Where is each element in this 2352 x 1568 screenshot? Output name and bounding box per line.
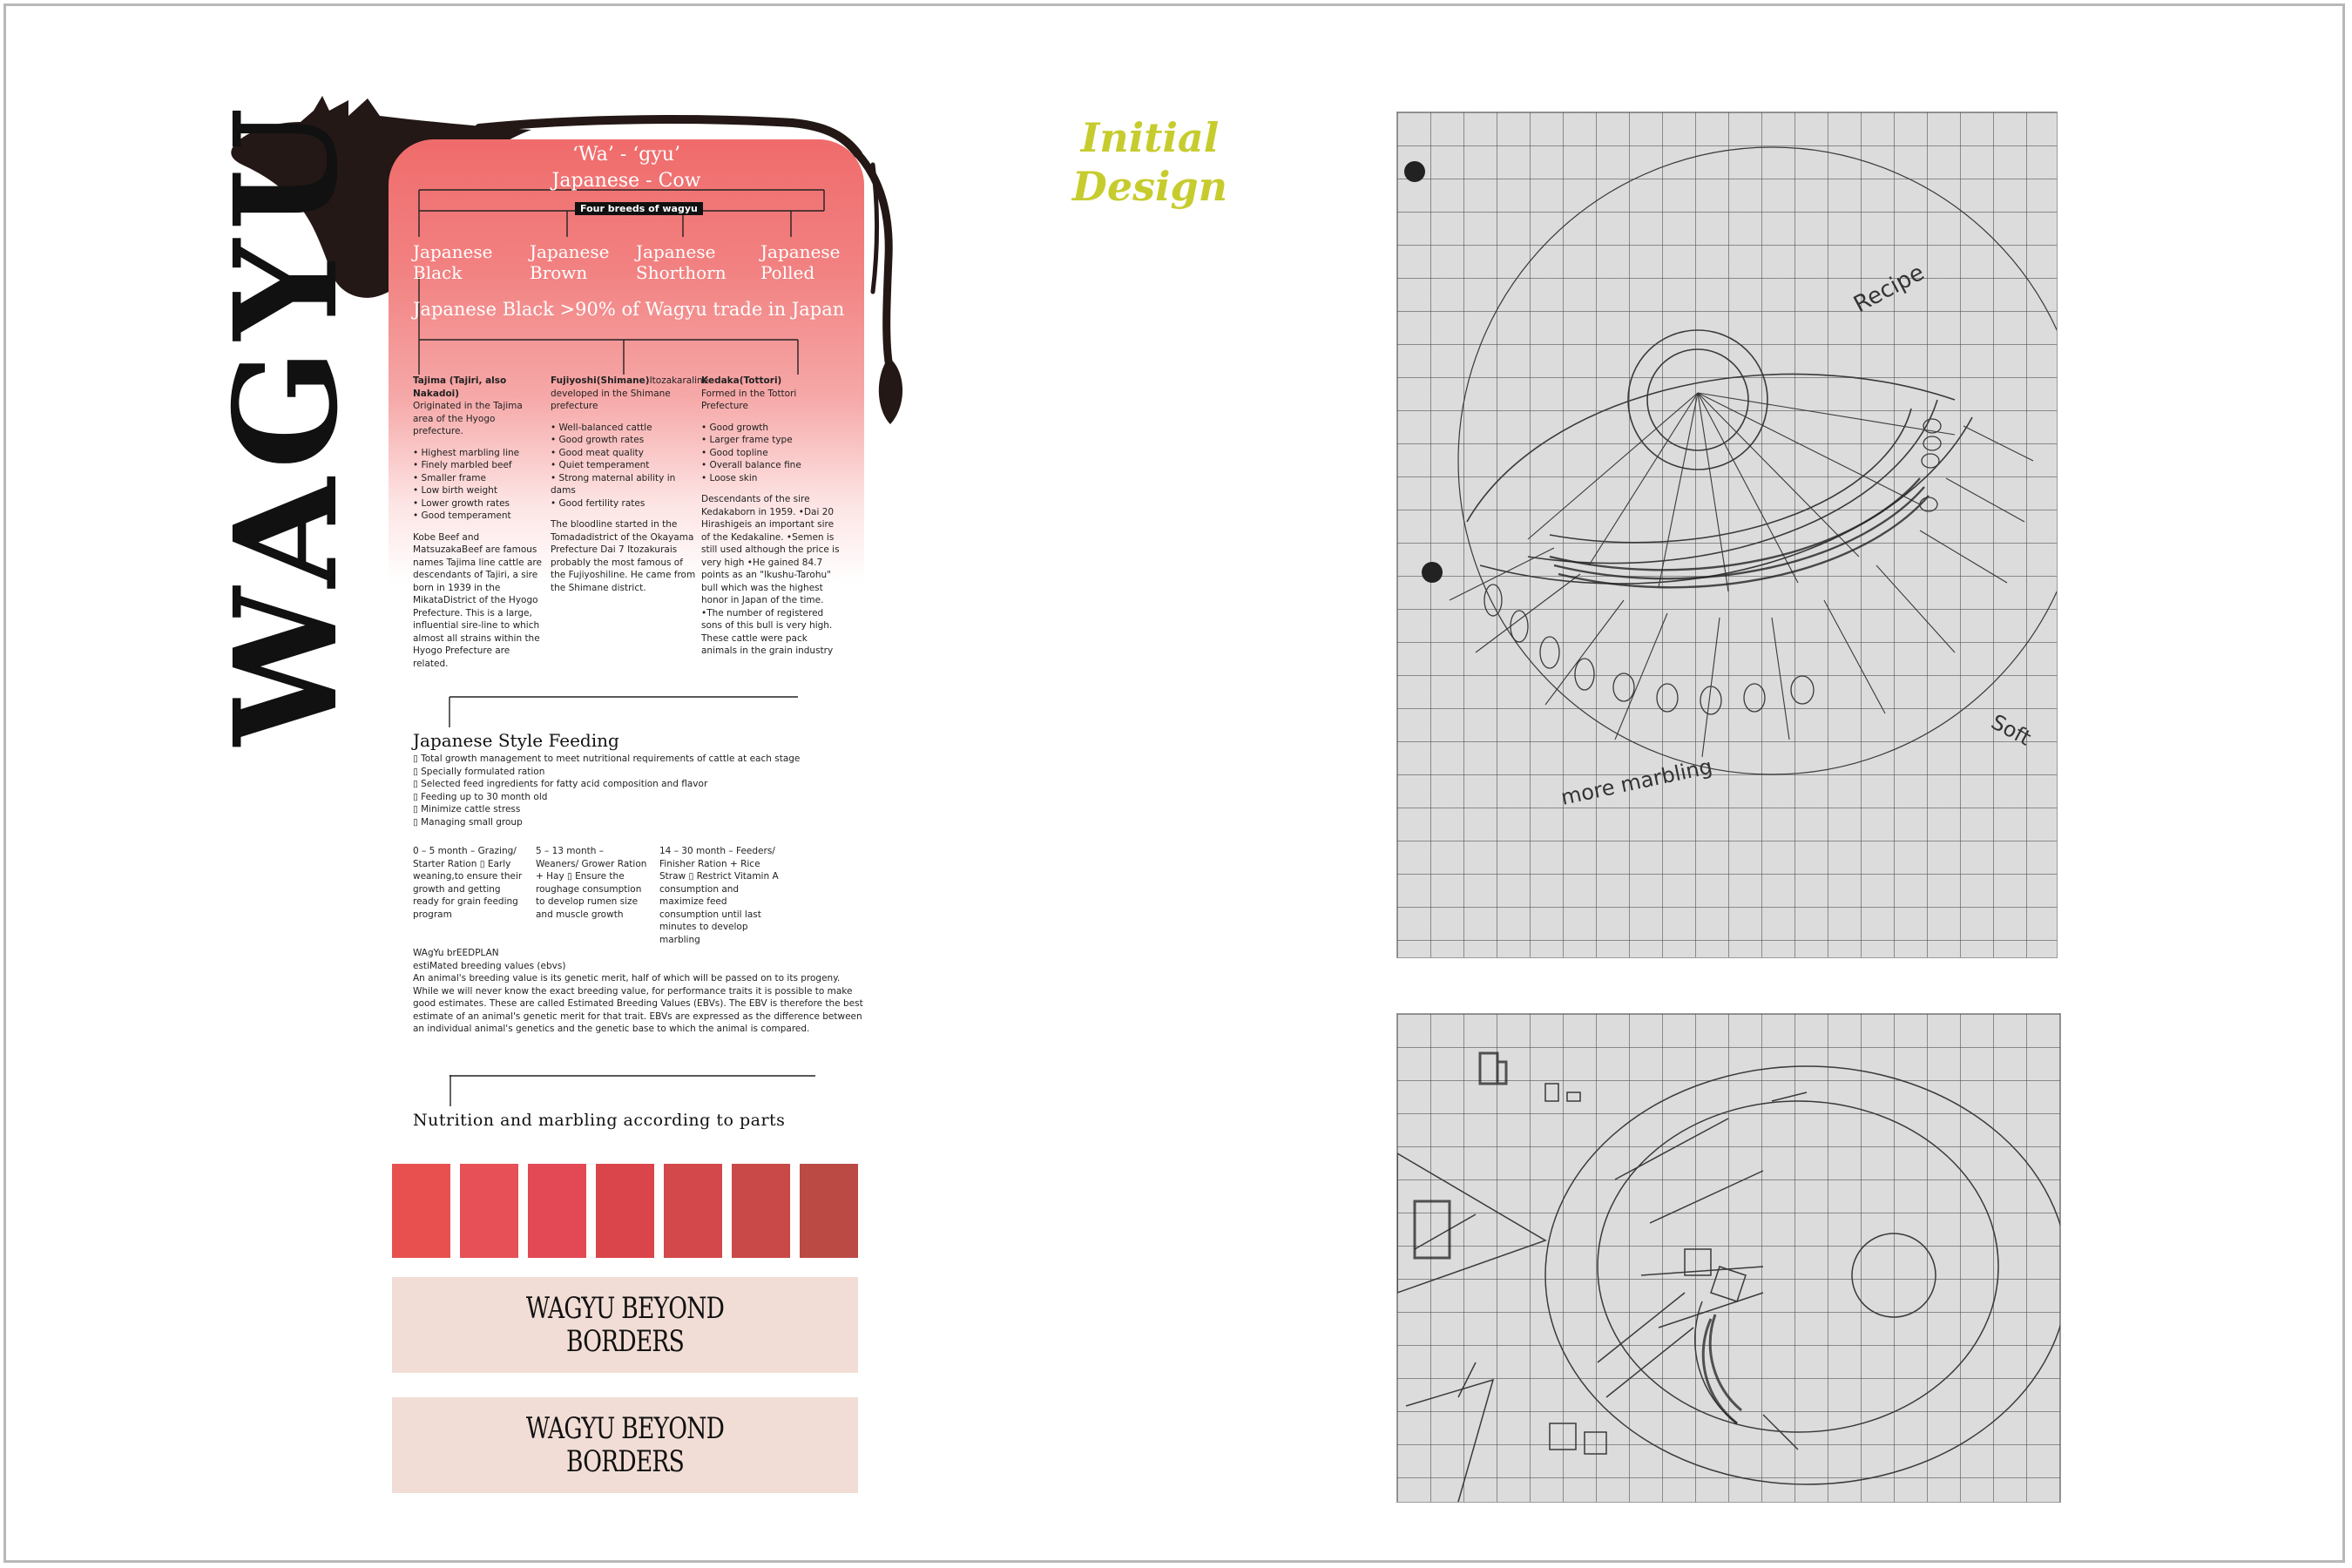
bloodline-fujiyoshi — [551, 375, 709, 594]
trait-item: • Lower growth rates — [413, 497, 510, 509]
bloodline-details: Descendants of the sire Kedakaborn in 1959. •Dai 20 Hirashigeis an important sire of the Kedakaline. •Semen is still used although the price is very high •He gained 84.7 points as an "Ikushu-Tarohu" bull which was the highest honor in Japan of the time. •The number of registered sons of this bull is very high. These cattle were pack animals in the grain industry — [701, 494, 840, 656]
trait-item: • Finely marbled beef — [413, 460, 512, 470]
bloodline-kedaka — [701, 375, 841, 658]
vertical-title: WAGYU — [204, 98, 369, 746]
trait-item: • Smaller frame — [413, 472, 486, 483]
trait-item: • Highest marbling line — [413, 447, 520, 458]
sketch-label-recipe: Recipe — [1849, 259, 1930, 319]
trait-item: • Low birth weight — [413, 485, 497, 496]
bloodline-intro: Itozakaraline developed in the Shimane prefecture — [551, 375, 709, 411]
etymology-line-1: ‘Wa’ - ‘gyu’ — [572, 144, 680, 166]
feeding-item: ▯ Specially formulated ration — [413, 766, 545, 777]
trait-item: • Well-balanced cattle — [551, 422, 652, 433]
trait-item: • Loose skin — [701, 472, 758, 483]
trait-item: • Good temperament — [413, 510, 511, 521]
breedplan-title: WAgYu brEEDPLAN — [413, 948, 499, 958]
japanese-black-note: Japanese Black >90% of Wagyu trade in Japan — [413, 299, 845, 320]
bloodline-intro: Formed in the Tottori Prefecture — [701, 388, 797, 411]
color-swatch — [392, 1164, 450, 1258]
trait-item: • Quiet temperament — [551, 460, 650, 470]
binder-hole-icon — [1422, 562, 1443, 583]
color-swatch — [460, 1164, 518, 1258]
sketch-photo-1 — [1396, 112, 2058, 958]
bloodline-tajima — [413, 375, 544, 670]
trait-item: • Good meat quality — [551, 447, 645, 458]
etymology-line-2: Japanese - Cow — [551, 170, 701, 192]
trait-item: • Good fertility rates — [551, 497, 645, 509]
sketch-photo-2 — [1396, 1013, 2061, 1503]
binder-hole-icon — [1404, 161, 1425, 182]
breed-japanese-black: Japanese Black — [413, 241, 493, 283]
logo-text-line-2: BORDERS — [566, 1324, 684, 1359]
breed-japanese-brown: Japanese Brown — [530, 241, 610, 283]
nutrition-divider — [449, 1075, 815, 1106]
color-swatch — [596, 1164, 654, 1258]
bloodline-title: Fujiyoshi(Shimane) — [551, 375, 650, 386]
trait-item: • Good growth — [701, 422, 769, 433]
feeding-stage-2: 5 – 13 month – Weaners/ Grower Ration + Hay ▯ Ensure the roughage consumption to develop rumen size and muscle growth — [536, 846, 647, 920]
feeding-item: ▯ Minimize cattle stress — [413, 804, 521, 814]
sketch-label-more-marbling: more marbling — [1558, 754, 1715, 810]
logo-banner-1 — [392, 1277, 858, 1373]
feeding-stage-3: 14 – 30 month – Feeders/ Finisher Ration + Rice Straw ▯ Restrict Vitamin A consumption and maximize feed consumption until last minutes to develop marbling — [659, 846, 779, 945]
initial-design-heading: Initial Design — [1071, 114, 1228, 210]
logo-text-line-1: WAGYU BEYOND — [525, 1291, 725, 1326]
trait-item: • Strong maternal ability in dams — [551, 472, 676, 496]
feeding-title: Japanese Style Feeding — [413, 730, 619, 751]
bloodline-details: The bloodline started in the Tomadadistrict of the Okayama Prefecture Dai 7 Itozakurais probably the most famous of the Fujiyoshiline. He came from the Shimane district. — [551, 519, 696, 593]
trait-item: • Larger frame type — [701, 435, 793, 445]
bloodline-details: Kobe Beef and MatsuzakaBeef are famous names Tajima line cattle are descendants of Tajiri, a sire born in 1939 in the MikataDistrict of the Hyogo Prefecture. This is a large, influential sire-line to which almost all strains within the Hyogo Prefecture are related. — [413, 531, 542, 669]
feeding-item: ▯ Managing small group — [413, 816, 523, 828]
bloodline-title: Kedaka(Tottori) — [701, 375, 782, 386]
breed-japanese-polled: Japanese Polled — [760, 241, 841, 283]
feeding-item: ▯ Total growth management to meet nutritional requirements of cattle at each stage — [413, 754, 801, 764]
feeding-item: ▯ Selected feed ingredients for fatty acid composition and flavor — [413, 779, 708, 789]
breed-japanese-shorthorn: Japanese Shorthorn — [636, 241, 727, 283]
feeding-item: ▯ Feeding up to 30 month old — [413, 791, 548, 802]
sketch-drawing-1 — [1397, 112, 2057, 957]
logo-text-line-2: BORDERS — [566, 1444, 684, 1479]
bloodline-title: Tajima (Tajiri, also Nakadoi) — [413, 375, 507, 399]
trait-item: • Overall balance fine — [701, 460, 801, 470]
sketch-drawing-2 — [1397, 1014, 2060, 1502]
color-swatch — [800, 1164, 858, 1258]
breed-tag: Four breeds of wagyu — [575, 202, 703, 215]
color-swatch — [732, 1164, 790, 1258]
breedplan-subtitle: estiMated breeding values (ebvs) — [413, 960, 566, 971]
feeding-list — [413, 753, 866, 828]
trait-item: • Good growth rates — [551, 435, 645, 445]
bloodline-intro: Originated in the Tajima area of the Hyogo prefecture. — [413, 401, 523, 436]
color-swatch — [664, 1164, 722, 1258]
logo-banner-2 — [392, 1397, 858, 1493]
feeding-stage-1: 0 – 5 month – Grazing/ Starter Ration ▯ Early weaning,to ensure their growth and getting ready for grain feeding program — [413, 846, 523, 920]
nutrition-title: Nutrition and marbling according to parts — [413, 1111, 786, 1130]
breedplan-body: An animal's breeding value is its genetic merit, half of which will be passed on to its progeny. While we will never know the exact breeding value, for performance traits it is possible to make good estimates. These are called Estimated Breeding Values (EBVs). The EBV is therefore the best estimate of an animal's genetic merit for that trait. EBVs are expressed as the difference between an individual animal's genetics and the genetic base to which the animal is compared. — [413, 973, 863, 1034]
trait-item: • Good topline — [701, 447, 768, 458]
color-swatch — [528, 1164, 586, 1258]
logo-text-line-1: WAGYU BEYOND — [525, 1411, 725, 1446]
sketch-label-soft: Soft — [1987, 709, 2036, 751]
breedplan-section — [413, 947, 866, 1036]
